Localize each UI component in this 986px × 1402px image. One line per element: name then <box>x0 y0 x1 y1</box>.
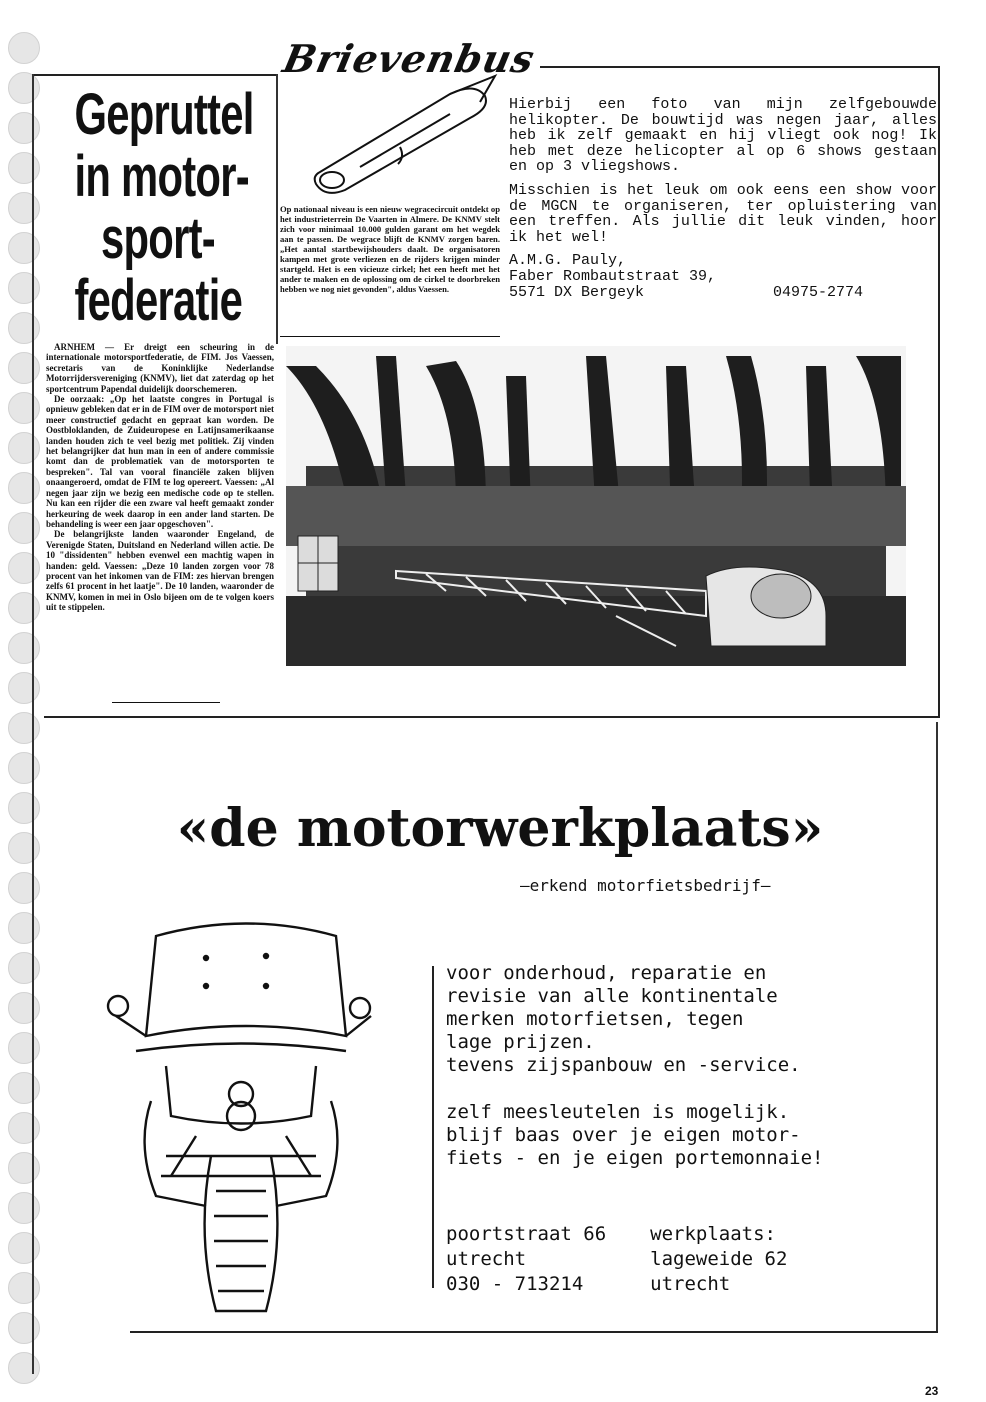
binder-hole <box>8 1032 40 1064</box>
letter-sender-city: 5571 DX Bergeyk <box>509 283 645 301</box>
letter-paragraph: Misschien is het leuk om ook eens een show voor de MGCN te organiseren, ter opluistering van een treffen. Als jullie dit leuk vinden, hoor ik het wel! <box>509 181 937 246</box>
article-end-rule <box>112 702 220 703</box>
letter-sender-city-line <box>509 285 863 301</box>
binder-hole <box>8 312 40 344</box>
frame-line <box>32 74 278 76</box>
binder-hole <box>8 1352 40 1384</box>
section-divider <box>44 716 940 718</box>
binder-hole <box>8 552 40 584</box>
advert-line: zelf meesleutelen is mogelijk. <box>446 1101 790 1123</box>
binder-hole <box>8 232 40 264</box>
headline-line: Gepruttel <box>74 82 254 147</box>
advert-line: voor onderhoud, reparatie en <box>446 962 767 984</box>
advert-addresses <box>446 1222 787 1297</box>
frame-line <box>540 66 940 68</box>
advert-text-rule <box>432 966 434 1288</box>
letter-paragraph: Hierbij een foto van mijn zelfgebouwde helikopter. De bouwtijd was negen jaar, alles heb ik zelf gemaakt en hij vliegt ook nog! Ik heb met deze helicopter al op 6 shows gestaan en op 3 vliegshows. <box>509 96 937 176</box>
binder-hole <box>8 1112 40 1144</box>
motorcycle-illustration <box>96 916 386 1326</box>
advert-line: lage prijzen. <box>446 1031 595 1053</box>
binder-hole <box>8 752 40 784</box>
address-line: utrecht <box>650 1273 731 1295</box>
binder-hole <box>8 1072 40 1104</box>
article-paragraph: De belangrijkste landen waaronder Engeland, de Verenigde Staten, Duitsland en Nederland willen actie. De 10 "dissidenten" hebben evenwel een machtig wapen in handen: geld. Vaessen: „Deze 10 landen zorgen voor 78 procent van het inkomen van de FIM: zes hiervan brengen zelfs 61 procent in het laatje". De 10 landen, waaronder de KNMV, komen in mei in Oslo bijeen om de te volgen koers uit te stippelen. <box>46 529 274 613</box>
binder-hole <box>8 272 40 304</box>
caption-rule <box>280 336 500 337</box>
reader-letter <box>509 97 937 300</box>
binder-hole <box>8 352 40 384</box>
binder-holes <box>8 30 42 1400</box>
binder-hole <box>8 72 40 104</box>
binder-hole <box>8 392 40 424</box>
fountain-pen-illustration <box>300 72 500 202</box>
advert-line: revisie van alle kontinentale <box>446 985 778 1007</box>
page-number: 23 <box>925 1384 939 1398</box>
address-line: 030 - 713214 <box>446 1273 584 1295</box>
section-divider <box>130 1331 938 1333</box>
section-title: Brievenbus <box>279 36 540 81</box>
binder-hole <box>8 152 40 184</box>
binder-hole <box>8 432 40 464</box>
binder-hole <box>8 952 40 984</box>
headline-line: in motor- <box>74 144 249 209</box>
address-line: lageweide 62 <box>650 1248 788 1270</box>
binder-hole <box>8 872 40 904</box>
shop-address <box>446 1222 606 1297</box>
binder-hole <box>8 1152 40 1184</box>
binder-hole <box>8 192 40 224</box>
letter-sender-street: Faber Rombautstraat 39, <box>509 267 717 285</box>
column-divider <box>276 74 278 344</box>
news-caption: Op nationaal niveau is een nieuw wegracecircuit ontdekt op het industrieterrein De Vaarten in Almere. De KNMV stelt zich voor minimaal 10.000 gulden garant om het wegdek aan te passen. De wegrace blijft de KNMV zorgen baren. „Het aantal startbewijshouders daalt. De organisatoren kampen met grote verliezen en de rijders krijgen minder startgeld. Het is een vicieuze cirkel; het een heeft met het ander te maken en de oplossing om de cirkel te doorbreken hebben we nog niet gevonden", aldus Vaessen. <box>280 204 500 294</box>
article-body <box>46 342 274 613</box>
binder-hole <box>8 1272 40 1304</box>
advert-line: tevens zijspanbouw en -service. <box>446 1054 801 1076</box>
binder-hole <box>8 592 40 624</box>
binder-hole <box>8 992 40 1024</box>
advert-subtitle: —erkend motorfietsbedrijf— <box>520 876 771 895</box>
helicopter-photo <box>286 346 906 666</box>
advert-title: «de motorwerkplaats» <box>176 798 824 859</box>
advert-diy <box>446 1101 926 1170</box>
advert-text <box>446 962 926 1194</box>
article-headline <box>74 82 254 333</box>
address-line: poortstraat 66 <box>446 1223 607 1245</box>
binder-hole <box>8 1232 40 1264</box>
binder-hole <box>8 632 40 664</box>
advert-line: merken motorfietsen, tegen <box>446 1008 744 1030</box>
binder-hole <box>8 472 40 504</box>
article-paragraph: ARNHEM — Er dreigt een scheuring in de internationale motorsportfederatie, de FIM. Jos Vaessen, secretaris van de Koninklijke Nederlandse Motorrijdersvereniging (KNMV), liet dat zaterdag op het sportcentrum Papendal duidelijk doorschemeren. <box>46 342 274 394</box>
headline-line: sport- <box>100 206 215 271</box>
binder-hole <box>8 112 40 144</box>
address-line: utrecht <box>446 1248 527 1270</box>
binder-hole <box>8 792 40 824</box>
binder-hole <box>8 1312 40 1344</box>
binder-hole <box>8 712 40 744</box>
binder-hole <box>8 672 40 704</box>
workshop-address <box>650 1222 787 1297</box>
frame-line <box>32 74 34 1374</box>
frame-line <box>938 66 940 716</box>
binder-hole <box>8 912 40 944</box>
binder-hole <box>8 32 40 64</box>
binder-hole <box>8 832 40 864</box>
advert-line: fiets - en je eigen portemonnaie! <box>446 1147 824 1169</box>
binder-hole <box>8 1192 40 1224</box>
article-paragraph: De oorzaak: „Op het laatste congres in Portugal is opnieuw gebleken dat er in de FIM over de motorsport niet meer constructief gedacht en gepraat kan worden. De Oostbloklanden, de Zuideuropese en Latijnsamerikaanse landen houden zich te veel bezig met politiek. Zij vinden het belangrijker dat hun man in een of andere commissie komt dan de problematiek van de motorsporten te bespreken". Tal van vooral financiële zaken blijven onaangeroerd, omdat de FIM te log opereert. Vaessen: „Al negen jaar zijn we bezig een medische code op te stellen. Nu kan een rijder die een zware val heeft gemaakt zonder herkeuring de week daarop in een ander land starten. De behandeling is weer een jaar opgeschoven". <box>46 394 274 529</box>
headline-line: federatie <box>74 268 243 333</box>
advert-services <box>446 962 926 1077</box>
address-line: werkplaats: <box>650 1223 776 1245</box>
binder-hole <box>8 512 40 544</box>
letter-sender-name: A.M.G. Pauly, <box>509 252 627 270</box>
advert-line: blijf baas over je eigen motor- <box>446 1124 801 1146</box>
letter-sender-phone: 04975-2774 <box>772 283 863 301</box>
frame-line <box>936 722 938 1332</box>
